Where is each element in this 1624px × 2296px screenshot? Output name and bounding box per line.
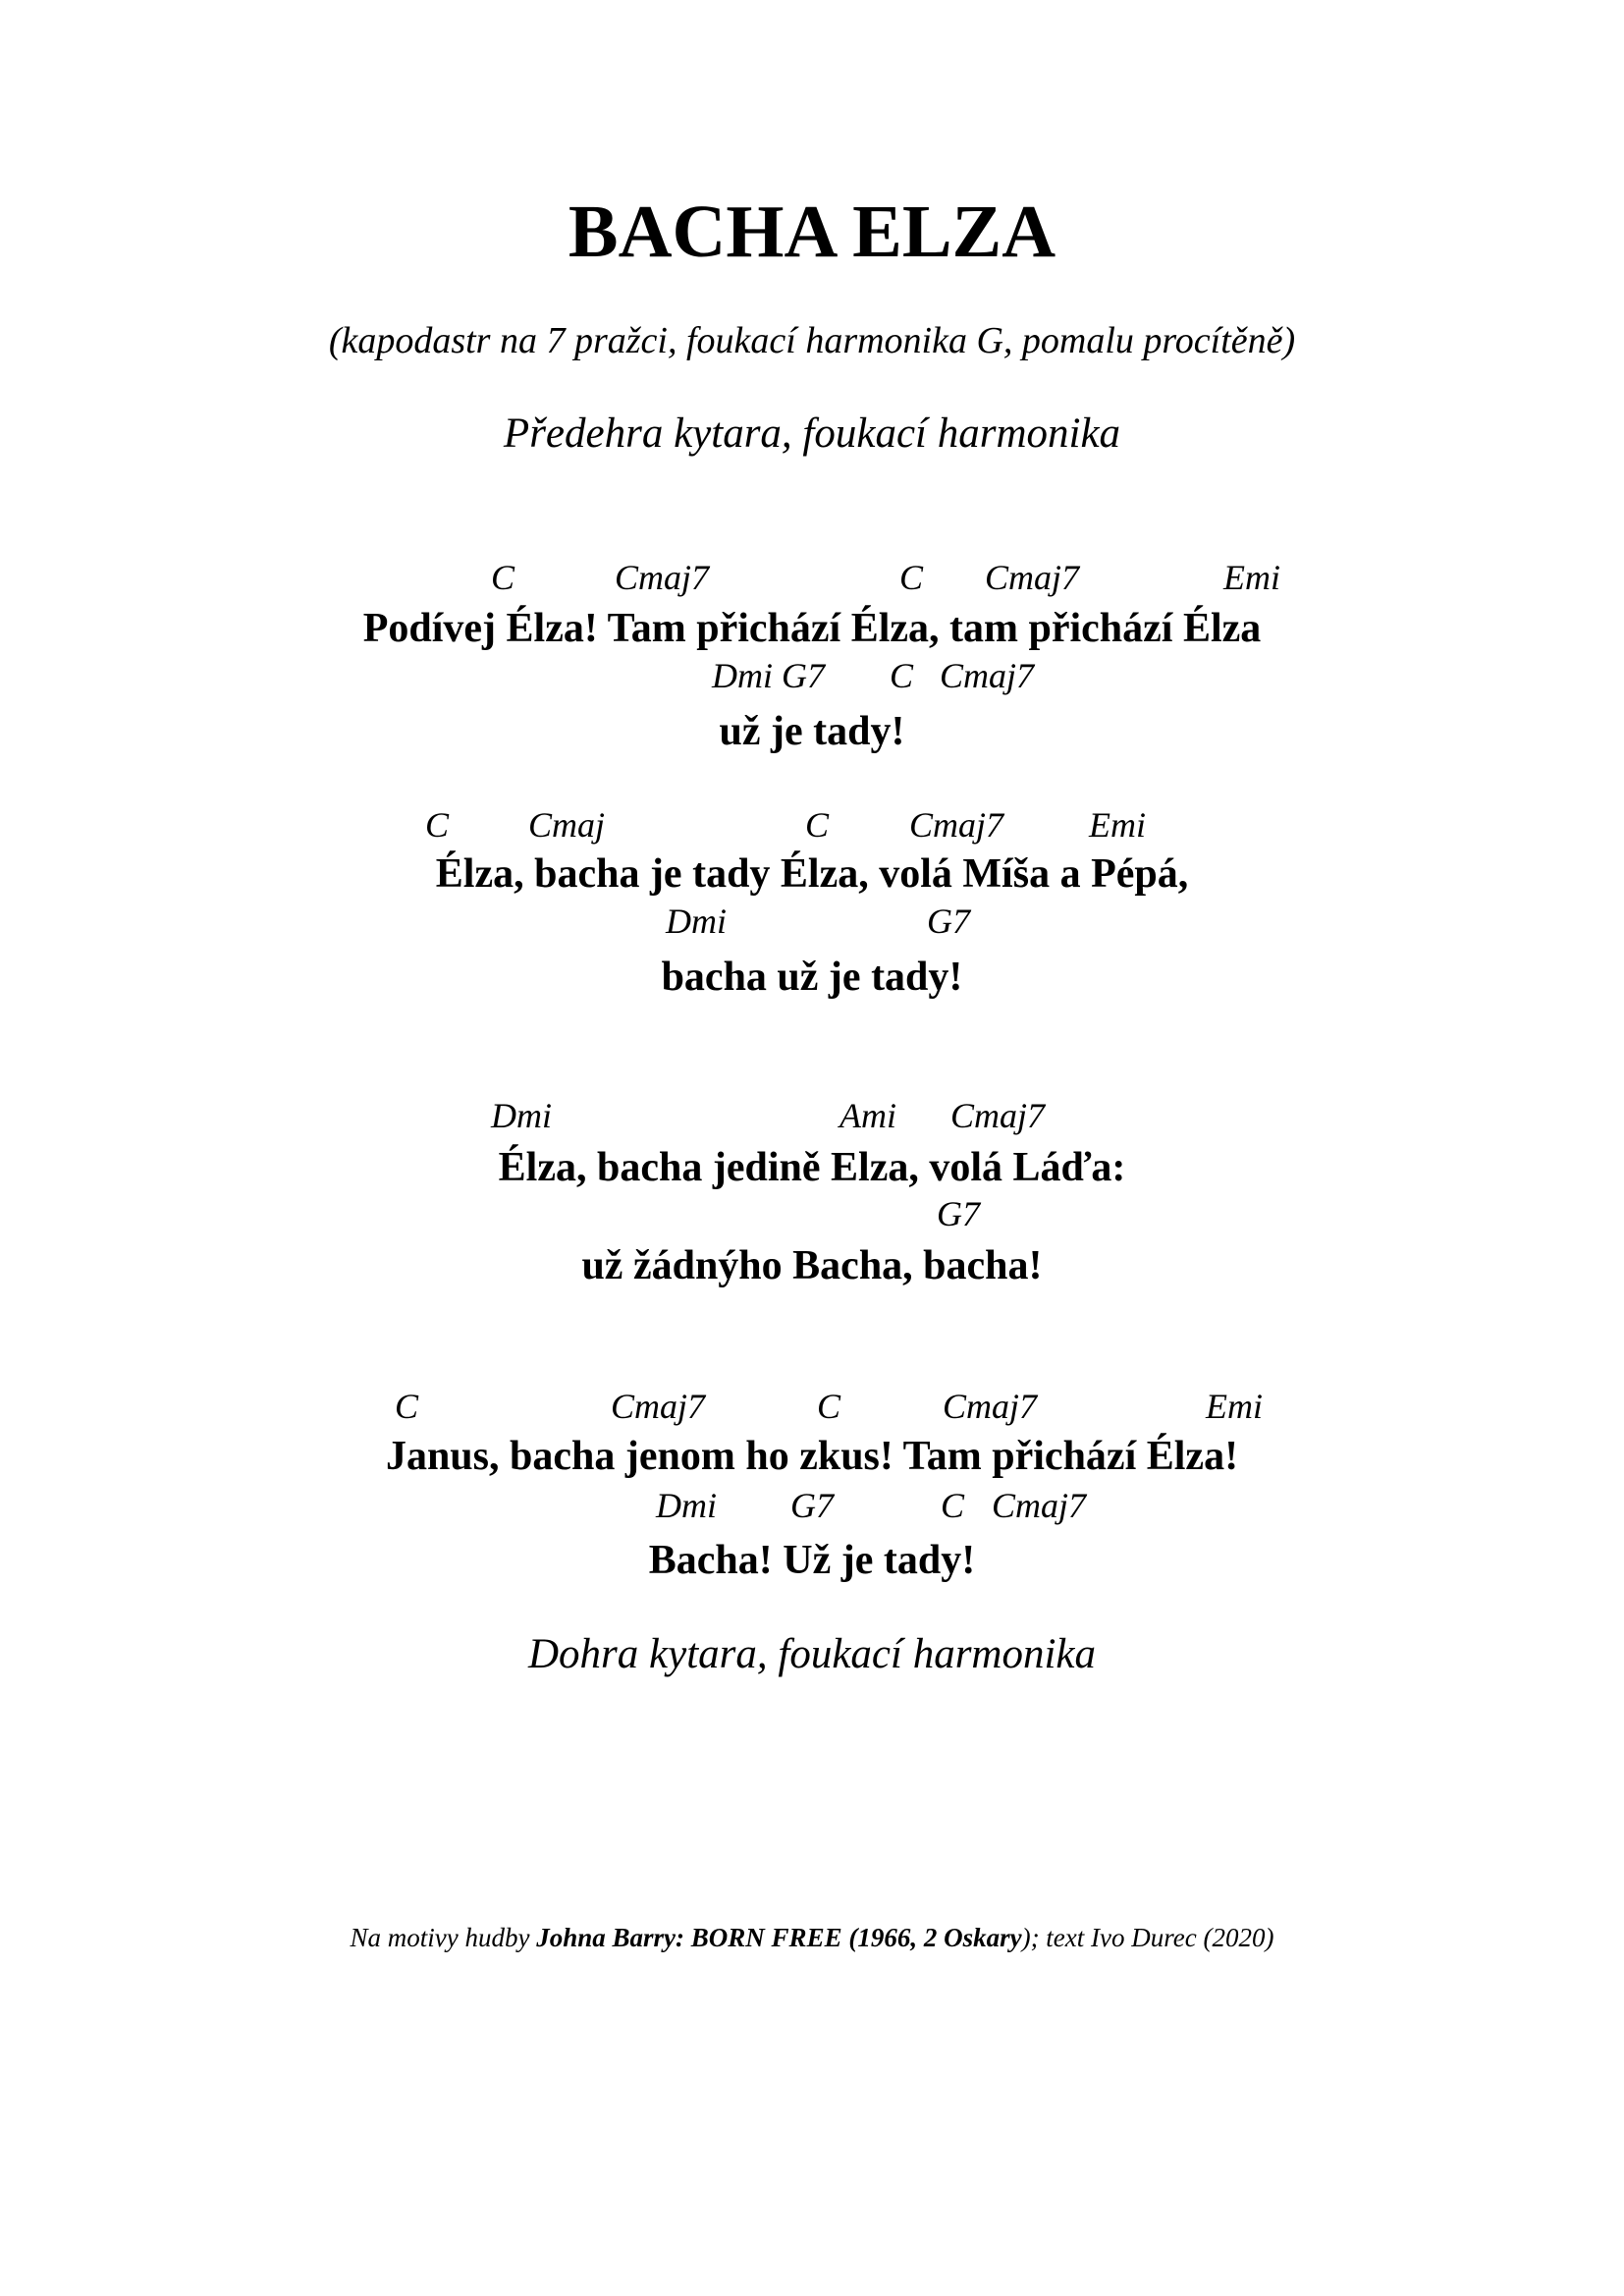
chord: Cmaj7	[992, 1486, 1087, 1525]
chord: C	[899, 558, 924, 597]
chord: G7	[790, 1486, 834, 1525]
chord: Cmaj7	[940, 656, 1035, 695]
footer-prefix: Na motivy hudby	[350, 1923, 537, 1952]
chord: Cmaj7	[909, 805, 1004, 845]
chord: C	[941, 1486, 965, 1525]
lyric-line: Élza, bacha jedině Elza, volá Láďa:	[498, 1145, 1126, 1190]
chord: Cmaj7	[615, 558, 710, 597]
chord: Dmi	[491, 1096, 552, 1135]
chord: Cmaj7	[950, 1096, 1046, 1135]
chord: Ami	[839, 1096, 896, 1135]
footer-suffix: ); text Ivo Durec (2020)	[1021, 1923, 1274, 1952]
chord: Emi	[1223, 558, 1280, 597]
lyric-line: Janus, bacha jenom ho zkus! Tam přichází Élza!	[385, 1434, 1239, 1479]
chord: C	[395, 1387, 419, 1426]
lyric-line: už je tady!	[719, 709, 905, 754]
performance-note: (kapodastr na 7 pražci, foukací harmonika G, pomalu procítěně)	[328, 320, 1296, 361]
chord: Dmi	[656, 1486, 717, 1525]
footer-credits	[0, 1925, 1624, 1951]
lyric-line: Élza, bacha je tady Élza, volá Míša a Pépá,	[435, 851, 1189, 897]
chord: Cmaj7	[985, 558, 1080, 597]
chord: Cmaj7	[943, 1387, 1038, 1426]
chord: Dmi	[666, 902, 727, 941]
footer-bold: Johna Barry: BORN FREE (1966, 2 Oskary	[536, 1923, 1022, 1952]
chord: C	[425, 805, 450, 845]
chord: Cmaj	[528, 805, 606, 845]
chord: G7	[927, 902, 970, 941]
chord: Cmaj7	[611, 1387, 706, 1426]
chord: C	[491, 558, 515, 597]
lyric-line: už žádnýho Bacha, bacha!	[581, 1243, 1043, 1288]
lyric-line: Podívej Élza! Tam přichází Élza, tam přichází Élza	[362, 606, 1262, 651]
chord: G7	[937, 1194, 980, 1233]
intro-instruction: Předehra kytara, foukací harmonika	[503, 410, 1121, 457]
outro-instruction: Dohra kytara, foukací harmonika	[527, 1631, 1097, 1677]
chord: Emi	[1206, 1387, 1263, 1426]
chord: Emi	[1089, 805, 1146, 845]
lyric-line: Bacha! Už je tady!	[648, 1538, 976, 1583]
chord: Dmi G7	[712, 656, 825, 695]
song-title: BACHA ELZA	[568, 191, 1056, 273]
chord: C	[817, 1387, 841, 1426]
chord: C	[805, 805, 830, 845]
chord: C	[890, 656, 914, 695]
lyric-line: bacha už je tady!	[661, 955, 963, 1000]
